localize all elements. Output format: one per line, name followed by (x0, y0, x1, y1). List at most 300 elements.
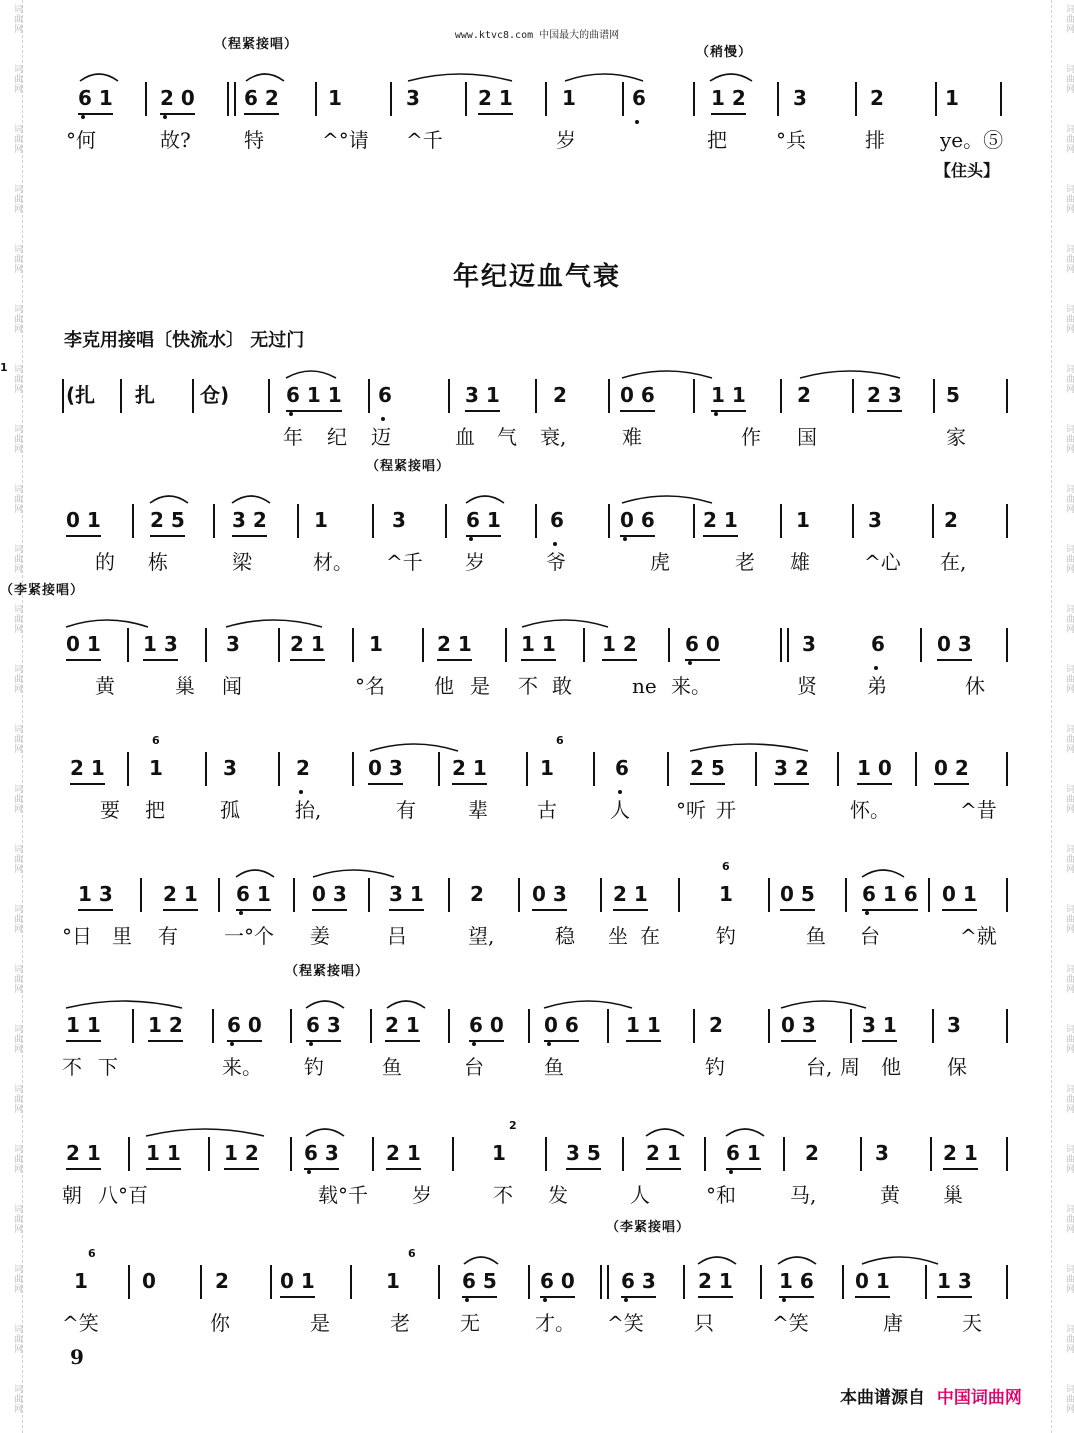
bar-line (438, 1265, 440, 1299)
bar-line (608, 379, 610, 413)
bar-line (448, 878, 450, 912)
note-group: 6 3 (621, 1266, 656, 1298)
lyric-syllable: 把 (707, 128, 727, 152)
watermark-text: 词曲网 (12, 364, 22, 394)
bar-line (852, 504, 854, 538)
note-group: 3 (875, 1141, 889, 1165)
lower-octave-dot (289, 412, 293, 416)
lyric-syllable: 他 (881, 1055, 901, 1079)
note-group: 6 1 (236, 879, 271, 911)
notation-row (0, 361, 1074, 415)
source-url: www.ktvc8.com 中国最大的曲谱网 (454, 30, 620, 41)
lyric-syllable: 老 (735, 550, 755, 574)
bar-line (1006, 628, 1008, 662)
lower-octave-dot (465, 1298, 469, 1302)
bar-line (928, 878, 930, 912)
bar-line (693, 504, 695, 538)
bar-line (62, 379, 64, 413)
lyric-syllable: 怀。 (850, 798, 890, 822)
lyric-syllable: 黄 (95, 674, 115, 698)
note-group: 0 3 (312, 879, 347, 911)
lyric-syllable: ^千 (406, 128, 443, 152)
note-group: 2 1 (163, 879, 198, 911)
bar-line (1006, 878, 1008, 912)
bar-line (422, 628, 424, 662)
bar-line (583, 628, 585, 662)
bar-line (438, 752, 440, 786)
bar-line (227, 82, 229, 116)
lyric-syllable: 八°百 (98, 1183, 148, 1207)
bar-line (352, 752, 354, 786)
note-group: 2 1 (943, 1138, 978, 1170)
note-group: 3 (392, 508, 406, 532)
lyric-syllable: 下 (98, 1055, 118, 1079)
watermark-text: 词曲网 (1064, 1324, 1074, 1354)
lyric-syllable: 周 (840, 1055, 860, 1079)
lyric-syllable: 难 (622, 425, 642, 449)
bar-line (780, 504, 782, 538)
watermark-text: 词曲网 (12, 604, 22, 634)
bar-line (683, 1265, 685, 1299)
lyric-syllable: 闻 (222, 674, 242, 698)
bar-line (935, 82, 937, 116)
note-group: 1 (314, 508, 328, 532)
note-group: 6 1 (726, 1138, 761, 1170)
bar-line (668, 628, 670, 662)
note-group: 1 2 (148, 1010, 183, 1042)
notation-row (0, 1119, 1074, 1173)
watermark-text: 词曲网 (12, 184, 22, 214)
note-group: 2 1 (698, 1266, 733, 1298)
watermark-text: 词曲网 (12, 124, 22, 154)
bar-line (127, 628, 129, 662)
bar-line (212, 1009, 214, 1043)
lyric-syllable: 台 (464, 1055, 484, 1079)
bar-line (208, 1137, 210, 1171)
notation-row (0, 860, 1074, 914)
bar-line (452, 1137, 454, 1171)
watermark-text: 词曲网 (12, 1024, 22, 1054)
notation-row (0, 500, 1074, 540)
bar-line (860, 1137, 862, 1171)
watermark-text: 词曲网 (12, 424, 22, 454)
lyric-syllable: 国 (797, 425, 817, 449)
note-group: 1 (562, 86, 576, 110)
lyric-syllable: 辈 (468, 798, 488, 822)
watermark-text: 词曲网 (1064, 664, 1074, 694)
lyric-syllable: 在, (940, 550, 967, 574)
performance-cue: （程紧接唱） (285, 964, 370, 979)
bar-line (290, 1137, 292, 1171)
note-group: 1 (386, 1269, 400, 1293)
lyric-syllable: 鱼 (544, 1055, 564, 1079)
note-group: 6 (632, 78, 646, 118)
note-group: 6 5 (462, 1266, 497, 1298)
lyric-syllable: 望, (468, 924, 495, 948)
lyric-syllable: 把 (145, 798, 165, 822)
lyric-syllable: 鱼 (382, 1055, 402, 1079)
watermark-text: 词曲网 (1064, 1264, 1074, 1294)
note-group: 2 1 (386, 1138, 421, 1170)
watermark-text: 词曲网 (12, 304, 22, 334)
watermark-text: 词曲网 (1064, 1204, 1074, 1234)
bar-line (205, 752, 207, 786)
bar-line (368, 878, 370, 912)
bar-line (1006, 1265, 1008, 1299)
lyric-syllable: 姜 (310, 924, 330, 948)
bar-line (667, 752, 669, 786)
note-group: 6 (550, 500, 564, 540)
bar-line (535, 504, 537, 538)
bar-line (622, 1137, 624, 1171)
note-group: 2 5 (690, 753, 725, 785)
lyric-syllable: 迈 (371, 425, 391, 449)
bar-line (845, 878, 847, 912)
note-group: 2 3 (867, 380, 902, 412)
lower-octave-dot (624, 1298, 628, 1302)
watermark-text: 词曲网 (1064, 904, 1074, 934)
bar-line (777, 82, 779, 116)
watermark-text: 词曲网 (1064, 124, 1074, 154)
grace-note: 6 (556, 734, 564, 747)
bar-line (925, 1265, 927, 1299)
bar-line (535, 379, 537, 413)
lyric-syllable: 纪 (327, 425, 347, 449)
bar-line (268, 379, 270, 413)
note-group: 0 (142, 1269, 156, 1293)
watermark-text: 词曲网 (12, 484, 22, 514)
lower-octave-dot (309, 1042, 313, 1046)
lyric-syllable: 稳 (555, 924, 575, 948)
note-group: 1 (369, 632, 383, 656)
lyric-syllable: 故? (160, 128, 191, 152)
bar-line (390, 82, 392, 116)
bar-line (920, 628, 922, 662)
bar-line (350, 1265, 352, 1299)
score-system (0, 37, 1074, 218)
lyric-syllable: 作 (741, 425, 761, 449)
bar-line (1006, 1137, 1008, 1171)
lyric-syllable: 不 (518, 674, 538, 698)
performance-cue: （程紧接唱） (366, 459, 451, 474)
lyric-syllable: 有 (158, 924, 178, 948)
note-group: 1 2 (602, 629, 637, 661)
lyric-syllable: °名 (355, 674, 385, 698)
song-title: 年纪迈血气衰 (452, 262, 621, 292)
lyric-syllable: ^°请 (322, 128, 369, 152)
note-group: 0 3 (937, 629, 972, 661)
note-group: 6 1 1 (286, 380, 342, 412)
lyric-syllable: 巢 (943, 1183, 963, 1207)
bar-line (352, 628, 354, 662)
lower-octave-dot (729, 1170, 733, 1174)
note-group: 2 (797, 383, 811, 407)
lyric-syllable: 开 (716, 798, 736, 822)
note-group: 6 1 6 (862, 879, 918, 911)
lyric-syllable: 人 (610, 798, 630, 822)
bar-line (372, 504, 374, 538)
credit-brand: 中国词曲网 (936, 1388, 1022, 1408)
lyric-syllable: 岁 (556, 128, 576, 152)
note-group: 0 6 (620, 505, 655, 537)
note-group: 1 6 (779, 1266, 814, 1298)
lyric-syllable: °和 (706, 1183, 736, 1207)
lyric-row (0, 1303, 1074, 1343)
watermark-text: 词曲网 (1064, 244, 1074, 274)
note-group: 1 (945, 86, 959, 110)
bar-line (842, 1265, 844, 1299)
lyric-syllable: ^千 (386, 550, 423, 574)
lyric-syllable: 材。 (313, 550, 353, 574)
bar-line (293, 878, 295, 912)
bar-line (932, 504, 934, 538)
lower-octave-dot (230, 1042, 234, 1046)
bar-line (545, 82, 547, 116)
lower-octave-dot (782, 1298, 786, 1302)
watermark-text: 词曲网 (1064, 1384, 1074, 1414)
watermark-text: 词曲网 (1064, 184, 1074, 214)
lower-octave-dot (239, 911, 243, 915)
note-group: 3 (868, 508, 882, 532)
bar-line (315, 82, 317, 116)
note-group: 1 (492, 1141, 506, 1165)
bar-line (528, 1009, 530, 1043)
lower-octave-dot (865, 911, 869, 915)
lyric-syllable: 是 (470, 674, 490, 698)
bar-line (192, 379, 194, 413)
note-group: 2 (944, 508, 958, 532)
note-group: 2 1 (66, 1138, 101, 1170)
watermark-text: 词曲网 (12, 1144, 22, 1174)
lyric-syllable: 岁 (412, 1183, 432, 1207)
lyric-syllable: 不 (62, 1055, 82, 1079)
watermark-text: 词曲网 (12, 964, 22, 994)
bar-line (933, 379, 935, 413)
page-number: 9 (70, 1345, 84, 1369)
watermark-text: 词曲网 (12, 244, 22, 274)
bar-line (545, 1137, 547, 1171)
lyric-syllable: 古 (537, 798, 557, 822)
bar-line (852, 379, 854, 413)
note-group: 1 0 (857, 753, 892, 785)
lyric-syllable: 衰, (540, 425, 567, 449)
bar-line (278, 752, 280, 786)
lyric-syllable: 天 (962, 1311, 982, 1335)
bar-line (1006, 752, 1008, 786)
note-group: 3 (793, 86, 807, 110)
watermark-text: 词曲网 (1064, 484, 1074, 514)
bar-line (445, 504, 447, 538)
note-group: 0 1 (855, 1266, 890, 1298)
lyric-row (0, 542, 1074, 582)
note-group: 2 1 (646, 1138, 681, 1170)
note-group: 1 (796, 508, 810, 532)
watermark-text: 词曲网 (12, 4, 22, 34)
score-system (0, 860, 1074, 1014)
bar-line (448, 379, 450, 413)
note-group: 3 (226, 632, 240, 656)
bar-line (465, 82, 467, 116)
bar-line (1006, 504, 1008, 538)
lyric-syllable: 抬, (295, 798, 322, 822)
grace-note: 2 (509, 1119, 517, 1132)
watermark-text: 词曲网 (12, 1384, 22, 1414)
note-group: 6 1 (466, 505, 501, 537)
note-group: 5 (946, 383, 960, 407)
lyric-syllable: 唐 (883, 1311, 903, 1335)
lyric-syllable: 无 (460, 1311, 480, 1335)
lyric-row (0, 1175, 1074, 1215)
note-group: 0 1 (66, 505, 101, 537)
credit-prefix: 本曲谱源自 (840, 1388, 925, 1408)
watermark-text: 词曲网 (1064, 1144, 1074, 1174)
lyric-syllable: ^昔 (960, 798, 997, 822)
lyric-syllable: 梁 (232, 550, 252, 574)
lyric-syllable: 要 (100, 798, 120, 822)
note-group: 0 1 (942, 879, 977, 911)
bar-line (693, 379, 695, 413)
bar-line (128, 1137, 130, 1171)
note-group: 2 0 (160, 83, 195, 115)
bar-line (850, 1009, 852, 1043)
note-group: 1 3 (143, 629, 178, 661)
bar-line (704, 1137, 706, 1171)
watermark-text: 词曲网 (12, 724, 22, 754)
lower-octave-dot (469, 537, 473, 541)
lyric-syllable: °听 (676, 798, 706, 822)
note-group: 2 1 (385, 1010, 420, 1042)
lyric-syllable: 鱼 (806, 924, 826, 948)
lyric-syllable: 的 (95, 550, 115, 574)
bar-line (526, 752, 528, 786)
section-intro: 李克用接唱〔快流水〕 无过门 (64, 330, 305, 351)
lyric-syllable: 朝 (62, 1183, 82, 1207)
lyric-syllable: 气 (497, 425, 517, 449)
lyric-syllable: 坐 (608, 924, 628, 948)
note-group: 2 1 (290, 629, 325, 661)
bar-line (518, 878, 520, 912)
lyric-syllable: 弟 (867, 674, 887, 698)
note-group: 0 2 (934, 753, 969, 785)
bar-line (127, 752, 129, 786)
watermark-text: 词曲网 (12, 784, 22, 814)
lyric-syllable: ^心 (864, 550, 901, 574)
note-group: 0 3 (368, 753, 403, 785)
note-group: 6 2 (244, 83, 279, 115)
lyric-syllable: 里 (112, 924, 132, 948)
note-group: 1 2 (224, 1138, 259, 1170)
bar-line (132, 1009, 134, 1043)
lyric-syllable: 雄 (790, 550, 810, 574)
bar-line (278, 628, 280, 662)
lyric-row (0, 1047, 1074, 1087)
performance-cue: （程紧接唱） (214, 37, 299, 52)
notation-row (0, 78, 1074, 118)
lyric-syllable: 有 (396, 798, 416, 822)
grace-note: 6 (152, 734, 160, 747)
performance-cue: （李紧接唱） (0, 583, 85, 598)
lower-octave-dot (163, 115, 167, 119)
note-group: 6 1 (78, 83, 113, 115)
lower-octave-dot (543, 1298, 547, 1302)
bar-line (678, 878, 680, 912)
lyric-syllable: 血 (455, 425, 475, 449)
watermark-text: 词曲网 (1064, 724, 1074, 754)
bar-line (528, 1265, 530, 1299)
note-group: 6 (871, 624, 885, 664)
note-group: 1 (719, 882, 733, 906)
lyric-syllable: ye。⑤ (940, 128, 1004, 152)
note-group: 扎 (135, 383, 155, 407)
lyric-row (0, 417, 1074, 457)
bar-line (768, 878, 770, 912)
note-group: 0 1 (66, 629, 101, 661)
ending-mark: 【住头】 (935, 161, 1000, 180)
notation-row (0, 1005, 1074, 1045)
note-group: 6 0 (540, 1266, 575, 1298)
bar-line (622, 82, 624, 116)
bar-line (607, 1009, 609, 1043)
bar-line (600, 1265, 602, 1299)
note-group: 3 1 (465, 380, 500, 412)
bar-line (372, 1137, 374, 1171)
note-group: 1 1 (146, 1138, 181, 1170)
note-group: 2 1 (478, 83, 513, 115)
note-group: 3 1 (389, 879, 424, 911)
lyric-syllable: 巢 (175, 674, 195, 698)
grace-note: 6 (88, 1247, 96, 1260)
lyric-syllable: 台 (860, 924, 880, 948)
bar-line (448, 1009, 450, 1043)
lower-octave-dot (688, 661, 692, 665)
lyric-syllable: 吕 (387, 924, 407, 948)
watermark-text: 词曲网 (1064, 844, 1074, 874)
watermark-text: 词曲网 (12, 64, 22, 94)
lyric-syllable: 虎 (650, 550, 670, 574)
note-group: 3 2 (232, 505, 267, 537)
note-group: 1 1 (626, 1010, 661, 1042)
lyric-row (0, 666, 1074, 706)
grace-note: 1 (0, 361, 8, 374)
lyric-syllable: 在 (640, 924, 660, 948)
bar-line (608, 504, 610, 538)
bar-line (768, 1009, 770, 1043)
bar-line (213, 504, 215, 538)
note-group: 1 (328, 86, 342, 110)
lyric-syllable: 老 (390, 1311, 410, 1335)
lower-octave-dot (623, 537, 627, 541)
lower-octave-dot (547, 1042, 551, 1046)
watermark-text: 词曲网 (12, 1324, 22, 1354)
watermark-text: 词曲网 (1064, 784, 1074, 814)
bar-line (855, 82, 857, 116)
grace-note: 6 (722, 860, 730, 873)
bar-line (1006, 1009, 1008, 1043)
bar-line (915, 752, 917, 786)
bar-line (200, 1265, 202, 1299)
note-group: 3 5 (566, 1138, 601, 1170)
lyric-syllable: 年 (283, 425, 303, 449)
score-system (0, 1220, 1074, 1401)
lyric-syllable: 排 (865, 128, 885, 152)
bar-line (593, 752, 595, 786)
note-group: 1 1 (521, 629, 556, 661)
note-group: 3 (802, 632, 816, 656)
watermark-text: 词曲网 (1064, 1084, 1074, 1114)
note-group: 仓) (200, 383, 230, 407)
lyric-syllable: ^笑 (62, 1311, 99, 1335)
watermark-text: 词曲网 (12, 844, 22, 874)
